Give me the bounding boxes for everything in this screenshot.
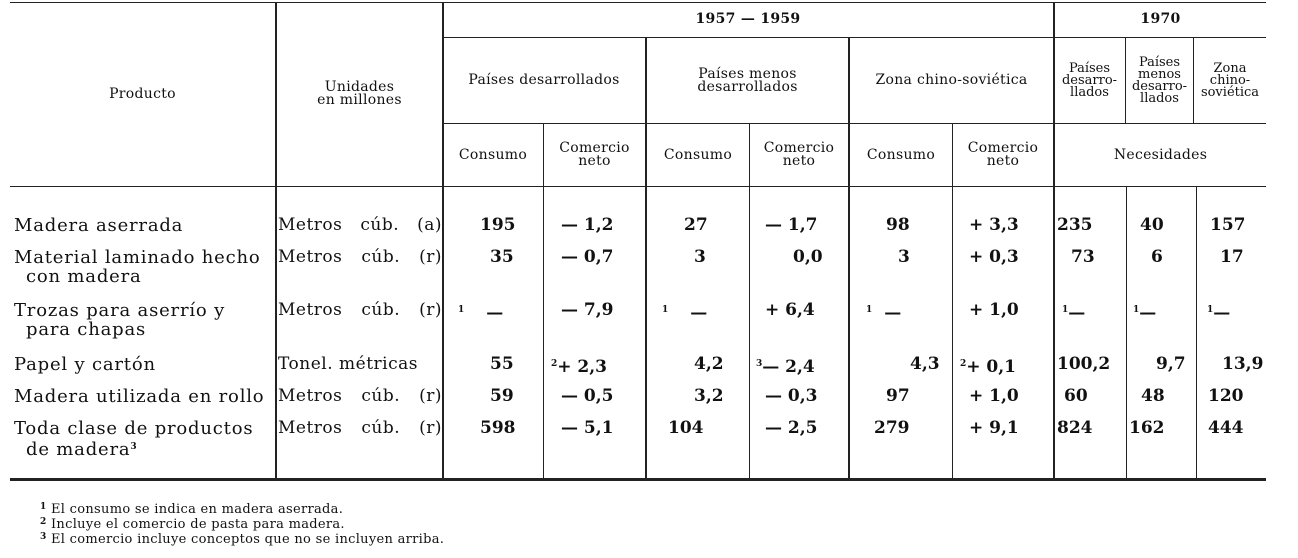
header-consumo-2-text: Consumo (663, 146, 733, 163)
value-text: + 0,1 (966, 357, 1017, 377)
header-1970-men-l1: Países (1138, 54, 1181, 70)
cell-value (866, 301, 901, 323)
header-1970-men-l3: desarro- (1131, 78, 1188, 94)
row-producto (14, 216, 276, 235)
value-text: — 0,5 (561, 386, 614, 406)
header-comercio-3-l1: Comercio (967, 140, 1039, 156)
header-comercio-1 (544, 124, 645, 186)
value-text: + 0,3 (969, 247, 1019, 267)
row-producto (14, 248, 276, 286)
cell-value (561, 419, 614, 438)
value-text: — (1068, 303, 1086, 323)
cell-value (1208, 387, 1244, 406)
header-comercio-3 (953, 124, 1053, 186)
unidad-c: (r) (419, 386, 442, 406)
value-text: 73 (1071, 247, 1095, 267)
header-1970-des-l3: llados (1070, 84, 1109, 100)
value-text: 55 (490, 354, 514, 374)
value-text: 6 (1151, 247, 1163, 267)
row-unidad (278, 355, 442, 374)
header-comercio-2-l2: neto (782, 153, 816, 169)
unidad-a: Metros (278, 386, 343, 406)
header-1970-zona-l3: soviética (1200, 84, 1260, 100)
value-text: — (486, 303, 504, 323)
header-unidades-l2: en millones (317, 92, 402, 108)
header-1970-des-l1: Países (1068, 60, 1111, 76)
cell-value (765, 387, 818, 406)
row-producto-l1: Madera utilizada en rollo (14, 386, 265, 407)
row-producto-l2: de madera (26, 439, 131, 460)
header-comercio-2 (750, 124, 848, 186)
footnote-mark: 1 (866, 305, 873, 315)
value-text: 59 (490, 386, 514, 406)
cell-value (1064, 387, 1088, 406)
row-producto-l1: Toda clase de productos (14, 418, 254, 439)
value-text: 4,3 (910, 354, 940, 374)
cell-value (910, 355, 940, 374)
cell-value (874, 419, 910, 438)
cell-value (1062, 301, 1085, 323)
unidad-b: cúb. (361, 300, 401, 320)
footnote-mark: 1 (40, 502, 47, 512)
cell-value (765, 216, 818, 235)
cell-value (886, 387, 910, 406)
value-text: — 0,3 (765, 386, 818, 406)
header-period-1970 (1055, 2, 1266, 37)
value-text: + 1,0 (969, 386, 1019, 406)
footnote-text: El comercio incluye conceptos que no se incluyen arriba. (51, 532, 445, 547)
cell-value (1208, 419, 1244, 438)
value-text: — 1,7 (765, 215, 818, 235)
unidad-b: cúb. (361, 247, 401, 267)
header-group-menos-l2: desarrollados (697, 78, 798, 95)
cell-value (694, 387, 724, 406)
footnote-mark: 3 (756, 359, 763, 369)
rule-table-bottom (10, 478, 1266, 481)
value-text: 97 (886, 386, 910, 406)
cell-value (765, 301, 815, 320)
footnote-mark: 1 (1207, 305, 1214, 315)
header-unidades-l1: Unidades (324, 79, 395, 95)
value-text: — 7,9 (561, 300, 614, 320)
cell-value (561, 301, 614, 320)
value-text: 3 (694, 247, 706, 267)
row-unidad (278, 387, 442, 406)
cell-value (1071, 248, 1095, 267)
unidad-b: cúb. (361, 386, 401, 406)
cell-value (490, 355, 514, 374)
cell-value (1057, 216, 1093, 235)
header-comercio-3-l2: neto (986, 153, 1020, 169)
value-text: 598 (480, 418, 516, 438)
unidad-c: (a) (417, 215, 442, 235)
value-text: 824 (1057, 418, 1093, 438)
header-period-1957-text: 1957 — 1959 (695, 11, 801, 27)
header-producto-text: Producto (109, 85, 176, 102)
header-period-1957 (443, 2, 1053, 37)
cell-value (1141, 387, 1165, 406)
value-text: — 2,5 (765, 418, 818, 438)
value-text: — 1,2 (561, 215, 614, 235)
header-1970-men-l2: menos (1138, 66, 1181, 82)
value-text: 120 (1208, 386, 1244, 406)
cell-value (551, 355, 607, 377)
footnote-mark: 1 (662, 305, 669, 315)
unidad-a: Metros (278, 300, 343, 320)
row-unidad (278, 216, 442, 235)
row-producto (14, 387, 276, 406)
unidad-c: (r) (419, 300, 442, 320)
cell-value (1222, 355, 1263, 374)
header-1970-zona (1194, 38, 1266, 123)
value-text: + 3,3 (969, 215, 1019, 235)
value-text: 195 (480, 215, 516, 235)
value-text: 162 (1129, 418, 1165, 438)
header-consumo-1-text: Consumo (458, 146, 528, 163)
cell-value (969, 419, 1019, 438)
footnote-text: Incluye el comercio de pasta para madera. (51, 517, 345, 532)
cell-value (662, 301, 707, 323)
header-unidades (277, 2, 442, 186)
cell-value (969, 387, 1019, 406)
cell-value (1220, 248, 1244, 267)
cell-value (1140, 216, 1164, 235)
value-text: — (884, 303, 902, 323)
header-necesidades-text: Necesidades (1113, 146, 1208, 163)
unidad-a: Metros (278, 247, 343, 267)
row-unidad (278, 419, 442, 438)
value-text: 4,2 (694, 354, 724, 374)
unidad-b: cúb. (361, 418, 401, 438)
cell-value (960, 355, 1016, 377)
header-consumo-1 (443, 124, 543, 186)
row-producto (14, 419, 276, 459)
value-text: — 5,1 (561, 418, 614, 438)
cell-value (561, 216, 614, 235)
value-text: 27 (684, 215, 708, 235)
value-text: 104 (668, 418, 704, 438)
value-text: + 2,3 (557, 357, 608, 377)
header-group-desarrollados-text: Países desarrollados (468, 72, 620, 88)
header-period-1970-text: 1970 (1140, 11, 1181, 27)
unidad-c: (r) (419, 418, 442, 438)
unidad-a: Tonel. métricas (278, 354, 418, 374)
row-unidad (278, 301, 442, 320)
cell-value (1129, 419, 1165, 438)
value-text: 9,7 (1156, 354, 1186, 374)
footnote-mark: 3 (40, 532, 47, 542)
footnote-mark: 1 (1133, 305, 1140, 315)
row-producto-l1: Madera aserrada (14, 215, 184, 236)
cell-value (1210, 216, 1246, 235)
rule-v-1970b-body (1196, 187, 1197, 478)
header-1970-zona-l2: chino- (1209, 72, 1251, 88)
value-text: 444 (1208, 418, 1244, 438)
cell-value (1133, 301, 1156, 323)
cell-value (969, 248, 1019, 267)
row-producto-l2: para chapas (26, 319, 147, 340)
unidad-b: cúb. (360, 215, 400, 235)
value-text: + 1,0 (969, 300, 1019, 320)
cell-value (898, 248, 910, 267)
value-text: 3 (898, 247, 910, 267)
value-text: 100,2 (1057, 354, 1111, 374)
value-text: — 2,4 (762, 357, 815, 377)
cell-value (684, 216, 708, 235)
header-group-zona (850, 38, 1053, 123)
header-group-desarrollados (443, 38, 645, 123)
cell-value (1057, 355, 1110, 374)
rule-header-bottom (10, 186, 1266, 187)
value-text: + 9,1 (969, 418, 1019, 438)
footnote-mark: 1 (1062, 305, 1069, 315)
header-1970-zona-l1: Zona (1213, 60, 1247, 76)
row-producto-l1: Papel y cartón (14, 354, 156, 375)
header-group-zona-text: Zona chino-soviética (875, 72, 1028, 88)
cell-value (1057, 419, 1093, 438)
value-text: 35 (490, 247, 514, 267)
value-text: 279 (874, 418, 910, 438)
header-consumo-3-text: Consumo (866, 146, 936, 163)
header-comercio-1-l1: Comercio (559, 140, 630, 156)
header-1970-menos (1126, 38, 1193, 123)
footnote-mark: 2 (551, 359, 558, 369)
cell-value (969, 216, 1019, 235)
header-group-menos (647, 38, 848, 123)
row-producto (14, 301, 276, 339)
footnote-mark: 3 (130, 442, 138, 452)
value-text: + 6,4 (765, 300, 815, 320)
cell-value (480, 419, 516, 438)
cell-value (480, 216, 516, 235)
unidad-c: (r) (419, 247, 442, 267)
value-text: 40 (1140, 215, 1164, 235)
header-necesidades (1055, 124, 1266, 186)
header-1970-des-l2: desarro- (1061, 72, 1118, 88)
footnote-mark: 2 (40, 517, 47, 527)
cell-value (886, 216, 910, 235)
header-group-menos-l1: Países menos (698, 65, 797, 82)
value-text: 157 (1210, 215, 1246, 235)
value-text: 98 (886, 215, 910, 235)
cell-value (490, 387, 514, 406)
row-producto (14, 355, 276, 374)
cell-value (561, 248, 614, 267)
value-text: 60 (1064, 386, 1088, 406)
cell-value (1151, 248, 1163, 267)
value-text: 17 (1220, 247, 1244, 267)
cell-value (1156, 355, 1186, 374)
header-comercio-1-l2: neto (578, 153, 611, 169)
footnote-3 (40, 530, 444, 547)
cell-value (793, 248, 823, 267)
value-text: 3,2 (694, 386, 724, 406)
value-text: — (1213, 303, 1231, 323)
cell-value (458, 301, 503, 323)
row-producto-l1: Material laminado hecho (14, 247, 261, 268)
header-1970-desarrollados (1054, 38, 1125, 123)
rule-v-1970a-body (1126, 187, 1127, 478)
value-text: 235 (1057, 215, 1093, 235)
unidad-a: Metros (278, 215, 343, 235)
value-text: 48 (1141, 386, 1165, 406)
header-1970-men-l4: llados (1140, 90, 1179, 106)
row-unidad (278, 248, 442, 267)
value-text: 0,0 (793, 247, 823, 267)
cell-value (490, 248, 514, 267)
cell-value (1207, 301, 1230, 323)
header-producto (10, 2, 275, 186)
footnote-mark: 2 (960, 359, 967, 369)
cell-value (969, 301, 1019, 320)
cell-value (668, 419, 704, 438)
row-producto-l2: con madera (26, 266, 142, 287)
footnote-text: El consumo se indica en madera aserrada. (51, 502, 344, 517)
value-text: — (690, 303, 708, 323)
value-text: 13,9 (1222, 354, 1264, 374)
unidad-a: Metros (278, 418, 343, 438)
header-consumo-3 (850, 124, 952, 186)
value-text: — 0,7 (561, 247, 614, 267)
cell-value (694, 355, 724, 374)
cell-value (756, 355, 815, 377)
header-consumo-2 (647, 124, 749, 186)
value-text: — (1139, 303, 1157, 323)
cell-value (561, 387, 614, 406)
cell-value (694, 248, 706, 267)
footnote-mark: 1 (458, 305, 465, 315)
row-producto-l1: Trozas para aserrío y (14, 300, 226, 321)
cell-value (765, 419, 818, 438)
header-comercio-2-l1: Comercio (763, 140, 835, 156)
